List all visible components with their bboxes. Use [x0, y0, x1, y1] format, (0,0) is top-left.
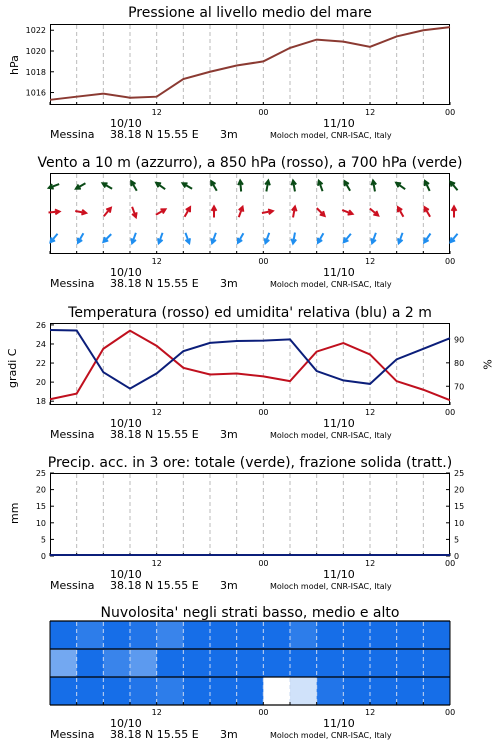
cloud-cell-medio — [397, 649, 424, 677]
wind-arrow — [156, 183, 165, 189]
temp-hour-tick: 12 — [365, 408, 376, 417]
cloud-cell-medio — [130, 649, 157, 677]
wind-date-label: 10/10 — [110, 266, 142, 279]
precip-hour-tick: 00 — [445, 559, 456, 568]
cloud-cell-basso — [397, 677, 424, 705]
pressure-hour-tick: 00 — [258, 108, 269, 117]
precip-hour-tick: 12 — [365, 559, 376, 568]
wind-arrow — [131, 181, 137, 191]
precip-ytick-label: 20 — [35, 485, 46, 495]
cloud-cell-basso — [237, 677, 264, 705]
cloud-cell-medio — [290, 649, 317, 677]
cloud-cell-alto — [103, 621, 130, 649]
cloud-cell-medio — [77, 649, 104, 677]
clouds-model-credit: Moloch model, CNR-ISAC, Italy — [270, 731, 392, 740]
pressure-altitude: 3m — [220, 128, 238, 141]
temp-date-label: 11/10 — [323, 417, 355, 430]
precip-ytick-label: 10 — [35, 518, 46, 528]
clouds-date-label: 11/10 — [323, 717, 355, 730]
wind-arrow — [158, 233, 163, 243]
pressure-title: Pressione al livello medio del mare — [128, 5, 372, 21]
precip-ytick-label: 15 — [35, 502, 46, 512]
wind-arrow — [104, 208, 111, 216]
cloud-cell-alto — [317, 621, 344, 649]
precip-hour-tick: 12 — [151, 559, 162, 568]
clouds-station: Messina — [50, 728, 95, 741]
cloud-cell-basso — [343, 677, 370, 705]
wind-arrow — [238, 233, 244, 243]
pressure-ylabel: hPa — [8, 55, 21, 75]
precip-ytick-label-right: 0 — [454, 552, 460, 561]
wind-arrow — [211, 181, 217, 191]
wind-arrow — [185, 233, 190, 243]
temp-hour-tick: 00 — [258, 408, 269, 417]
precip-model-credit: Moloch model, CNR-ISAC, Italy — [270, 582, 392, 591]
wind-hour-tick: 12 — [365, 257, 376, 266]
cloud-cell-medio — [370, 649, 397, 677]
temp-ytick-label: 20 — [35, 378, 46, 388]
precip-ytick-label-right: 10 — [454, 518, 465, 528]
cloud-cell-basso — [317, 677, 344, 705]
wind-arrow — [212, 207, 217, 218]
wind-arrow — [371, 233, 376, 243]
precip-ytick-label-right: 5 — [454, 535, 460, 545]
clouds-hour-tick: 12 — [365, 708, 376, 717]
wind-arrow — [211, 233, 216, 243]
wind-arrow — [50, 234, 57, 242]
wind-arrow — [238, 181, 243, 192]
cloud-cell-basso — [210, 677, 237, 705]
cloud-cell-alto — [183, 621, 210, 649]
cloud-cell-basso — [290, 677, 317, 705]
wind-arrow — [76, 183, 86, 189]
clouds-hour-tick: 00 — [445, 708, 456, 717]
wind-arrow — [291, 181, 296, 192]
rh-line — [50, 330, 450, 389]
wind-arrow — [183, 183, 193, 189]
pressure-ytick-label: 1018 — [25, 67, 46, 77]
temp-model-credit: Moloch model, CNR-ISAC, Italy — [270, 431, 392, 440]
precip-coords: 38.18 N 15.55 E — [110, 579, 199, 592]
cloud-cell-basso — [130, 677, 157, 705]
cloud-cell-alto — [50, 621, 77, 649]
wind-arrow — [132, 207, 137, 217]
wind-arrow — [318, 181, 323, 191]
temp-ytick-label: 18 — [35, 397, 46, 407]
cloud-cell-medio — [183, 649, 210, 677]
cloud-cell-alto — [130, 621, 157, 649]
temp-station: Messina — [50, 428, 95, 441]
pressure-model-credit: Moloch model, CNR-ISAC, Italy — [270, 131, 392, 140]
wind-arrow — [452, 207, 457, 218]
cloud-cell-basso — [103, 677, 130, 705]
temp-coords: 38.18 N 15.55 E — [110, 428, 199, 441]
cloud-cell-medio — [50, 649, 77, 677]
wind-arrow — [291, 233, 296, 244]
cloud-cell-basso — [263, 677, 290, 705]
cloud-cell-alto — [210, 621, 237, 649]
wind-arrow — [398, 207, 404, 217]
cloud-cell-basso — [77, 677, 104, 705]
cloud-cell-basso — [183, 677, 210, 705]
pressure-line — [50, 27, 450, 100]
temp-hour-tick: 12 — [151, 408, 162, 417]
wind-arrow — [450, 234, 457, 242]
wind-hour-tick: 00 — [258, 257, 269, 266]
wind-arrow — [103, 234, 111, 242]
precip-ytick-label: 5 — [40, 535, 46, 545]
pressure-ytick-label: 1022 — [25, 26, 46, 36]
clouds-hour-tick: 00 — [258, 708, 269, 717]
wind-arrow — [424, 233, 430, 242]
precip-station: Messina — [50, 579, 95, 592]
wind-date-label: 11/10 — [323, 266, 355, 279]
pressure-hour-tick: 12 — [151, 108, 162, 117]
precip-chart-svg — [0, 450, 500, 600]
cloud-cell-basso — [423, 677, 450, 705]
pressure-hour-tick: 00 — [445, 108, 456, 117]
precip-ytick-label-right: 15 — [454, 502, 465, 512]
wind-arrow — [398, 233, 403, 243]
wind-arrow — [371, 181, 376, 192]
rh-ytick-label: 70 — [454, 382, 465, 392]
precip-hour-tick: 00 — [258, 559, 269, 568]
wind-coords: 38.18 N 15.55 E — [110, 277, 199, 290]
clouds-coords: 38.18 N 15.55 E — [110, 728, 199, 741]
cloud-cell-medio — [343, 649, 370, 677]
temp-ylabel: gradi C — [6, 348, 19, 388]
cloud-cell-medio — [210, 649, 237, 677]
cloud-cell-alto — [290, 621, 317, 649]
cloud-cell-alto — [423, 621, 450, 649]
pressure-coords: 38.18 N 15.55 E — [110, 128, 199, 141]
rh-ytick-label: 90 — [454, 335, 465, 345]
cloud-cell-alto — [77, 621, 104, 649]
wind-station: Messina — [50, 277, 95, 290]
cloud-cell-alto — [237, 621, 264, 649]
pressure-date-label: 11/10 — [323, 117, 355, 130]
temp-ytick-label: 24 — [35, 339, 46, 349]
precip-ytick-label-right: 25 — [454, 469, 465, 478]
temp-ytick-label: 22 — [35, 359, 46, 369]
pressure-ytick-label: 1016 — [25, 88, 46, 98]
precip-panel — [0, 450, 500, 600]
precip-date-label: 10/10 — [110, 568, 142, 581]
rh-ylabel: % — [480, 359, 494, 370]
cloud-cell-alto — [157, 621, 184, 649]
cloud-cell-basso — [50, 677, 77, 705]
wind-arrow — [318, 233, 324, 243]
cloud-cell-basso — [370, 677, 397, 705]
pressure-ytick-label: 1020 — [25, 47, 46, 56]
wind-arrow — [49, 210, 60, 215]
cloud-cell-alto — [263, 621, 290, 649]
clouds-altitude: 3m — [220, 728, 238, 741]
wind-arrow — [425, 207, 431, 217]
precip-date-label: 11/10 — [323, 568, 355, 581]
wind-arrow — [78, 233, 84, 243]
precip-ytick-label-right: 20 — [454, 485, 465, 495]
wind-arrow — [344, 234, 351, 242]
wind-arrow — [75, 210, 86, 215]
wind-arrow — [425, 181, 430, 191]
wind-arrow — [131, 233, 136, 243]
pressure-date-label: 10/10 — [110, 117, 142, 130]
cloud-cell-alto — [370, 621, 397, 649]
wind-arrow — [156, 209, 166, 215]
cloud-cell-alto — [343, 621, 370, 649]
cloud-cell-medio — [157, 649, 184, 677]
temp-date-label: 10/10 — [110, 417, 142, 430]
cloud-cell-basso — [157, 677, 184, 705]
cloud-cell-medio — [423, 649, 450, 677]
wind-arrow — [265, 181, 270, 192]
wind-arrow — [239, 207, 244, 217]
wind-arrow — [185, 207, 191, 217]
precip-altitude: 3m — [220, 579, 238, 592]
wind-altitude: 3m — [220, 277, 238, 290]
wind-model-credit: Moloch model, CNR-ISAC, Italy — [270, 280, 392, 289]
cloud-cell-medio — [263, 649, 290, 677]
wind-hour-tick: 12 — [151, 257, 162, 266]
rh-ytick-label: 80 — [454, 358, 465, 368]
cloud-cell-alto — [397, 621, 424, 649]
precip-ylabel: mm — [8, 502, 21, 524]
temp-altitude: 3m — [220, 428, 238, 441]
clouds-hour-tick: 12 — [151, 708, 162, 717]
wind-title: Vento a 10 m (azzurro), a 850 hPa (rosso), a 700 hPa (verde) — [37, 155, 463, 171]
temp-hour-tick: 00 — [445, 408, 456, 417]
wind-arrow — [370, 208, 378, 215]
wind-arrow — [345, 181, 351, 191]
pressure-hour-tick: 12 — [365, 108, 376, 117]
clouds-title: Nuvolosita' negli strati basso, medio e alto — [100, 605, 400, 621]
wind-arrow — [265, 233, 270, 243]
precip-ytick-label: 0 — [40, 552, 46, 561]
precip-ytick-label: 25 — [35, 469, 46, 478]
wind-arrow — [317, 208, 325, 216]
wind-arrow — [450, 182, 457, 190]
wind-arrow — [49, 184, 59, 189]
wind-arrow — [292, 207, 297, 218]
precip-title: Precip. acc. in 3 ore: totale (verde), frazione solida (tratt.) — [47, 455, 453, 471]
wind-arrow — [396, 183, 405, 189]
cloud-cell-medio — [317, 649, 344, 677]
temp-ytick-label: 26 — [35, 320, 46, 330]
cloud-cell-medio — [237, 649, 264, 677]
cloud-cell-medio — [103, 649, 130, 677]
pressure-station: Messina — [50, 128, 95, 141]
temp-rh-title: Temperatura (rosso) ed umidita' relativa (blu) a 2 m — [68, 305, 432, 321]
wind-hour-tick: 00 — [445, 257, 456, 266]
clouds-date-label: 10/10 — [110, 717, 142, 730]
wind-arrow — [103, 183, 113, 189]
